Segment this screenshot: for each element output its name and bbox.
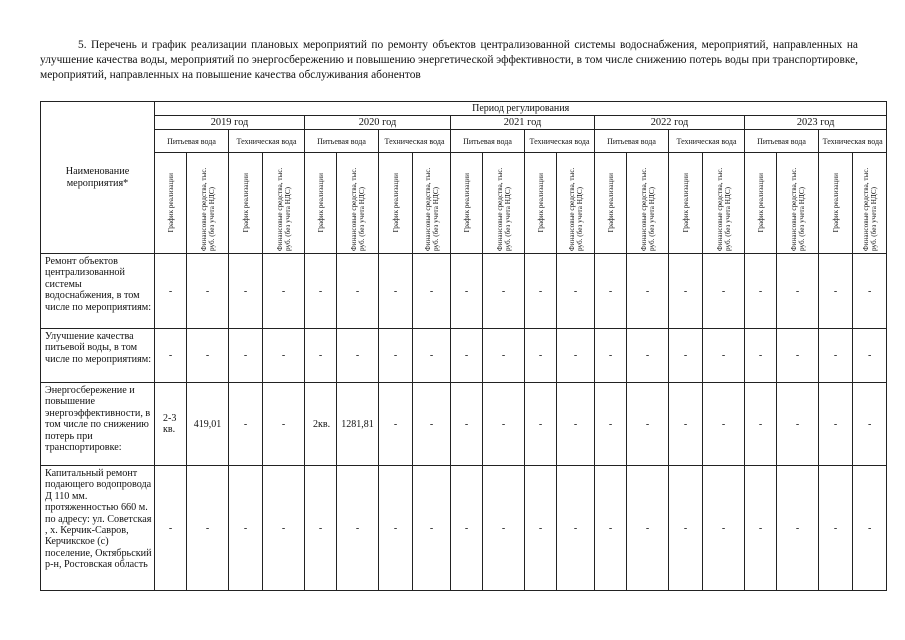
funding-subheader: Финансовые средства, тыс. руб. (без учета НДС) <box>423 167 440 251</box>
drinking-water-header: Питьевая вода <box>745 130 819 153</box>
drinking-water-header: Питьевая вода <box>155 130 229 153</box>
funding-subheader: Финансовые средства, тыс. руб. (без учета НДС) <box>275 167 292 251</box>
schedule-cell: - <box>305 466 337 591</box>
funding-cell: - <box>263 254 305 329</box>
funding-subheader: Финансовые средства, тыс. руб. (без учета НДС) <box>495 167 512 251</box>
schedule-subheader: График реализации <box>316 173 325 233</box>
schedule-subheader: График реализации <box>606 173 615 233</box>
activity-name: Капитальный ремонт подающего водопровода Д 110 мм. протяженностью 660 м. по адресу: ул. Советская , х. Керчик-Савров, Керчикское (с) поселение, Октябрьский р-н, Ростовская область <box>41 466 155 591</box>
drinking-water-header: Питьевая вода <box>451 130 525 153</box>
funding-cell: - <box>483 383 525 466</box>
schedule-cell: - <box>525 383 557 466</box>
funding-cell: - <box>187 254 229 329</box>
year-header: 2022 год <box>595 116 745 130</box>
table-row <box>41 383 887 466</box>
funding-cell: - <box>703 254 745 329</box>
funding-cell: - <box>557 466 595 591</box>
funding-cell: - <box>337 466 379 591</box>
funding-cell: - <box>187 466 229 591</box>
year-header: 2019 год <box>155 116 305 130</box>
schedule-cell: - <box>669 254 703 329</box>
schedule-cell: - <box>819 329 853 383</box>
funding-cell: - <box>483 466 525 591</box>
funding-cell: - <box>627 383 669 466</box>
funding-cell: - <box>557 254 595 329</box>
activity-name: Энергосбережение и повышение энергоэффективности, в том числе по снижению потерь при транспортировке: <box>41 383 155 466</box>
activity-name: Ремонт объектов централизованной системы водоснабжения, в том числе по мероприятиям: <box>41 254 155 329</box>
schedule-subheader: График реализации <box>681 173 690 233</box>
schedule-cell: - <box>155 466 187 591</box>
table-row <box>41 466 887 591</box>
schedule-cell: - <box>155 329 187 383</box>
schedule-subheader: График реализации <box>241 173 250 233</box>
schedule-cell: - <box>669 329 703 383</box>
funding-cell: - <box>263 466 305 591</box>
funding-cell: - <box>557 329 595 383</box>
schedule-cell: - <box>451 466 483 591</box>
funding-cell: - <box>413 329 451 383</box>
schedule-subheader: График реализации <box>756 173 765 233</box>
schedule-cell: - <box>595 466 627 591</box>
schedule-subheader: График реализации <box>166 173 175 233</box>
year-header: 2020 год <box>305 116 451 130</box>
funding-cell: - <box>557 383 595 466</box>
schedule-cell: - <box>525 466 557 591</box>
funding-cell: - <box>413 466 451 591</box>
drinking-water-header: Питьевая вода <box>595 130 669 153</box>
funding-subheader: Финансовые средства, тыс. руб. (без учета НДС) <box>789 167 806 251</box>
funding-cell: - <box>703 466 745 591</box>
funding-subheader: Финансовые средства, тыс. руб. (без учета НДС) <box>567 167 584 251</box>
schedule-cell: - <box>525 254 557 329</box>
schedule-cell: - <box>155 254 187 329</box>
period-header: Период регулирования <box>155 102 887 116</box>
funding-cell: 419,01 <box>187 383 229 466</box>
funding-cell: - <box>483 254 525 329</box>
funding-cell: - <box>777 254 819 329</box>
schedule-cell: - <box>669 383 703 466</box>
funding-cell: - <box>777 466 819 591</box>
section-heading: 5. Перечень и график реализации плановых мероприятий по ремонту объектов централизованной системы водоснабжения, мероприятий, направленных на улучшение качества воды, мероприятий по энергосбережению и повышению энергетической эффективности, в том числе снижению потерь воды при транспортировке, мероприятий, направленных на повышение качества обслуживания абонентов <box>40 39 858 81</box>
schedule-cell: - <box>229 329 263 383</box>
schedule-cell: - <box>525 329 557 383</box>
year-header: 2023 год <box>745 116 887 130</box>
funding-cell: - <box>263 329 305 383</box>
funding-cell: - <box>777 383 819 466</box>
funding-cell: - <box>853 254 887 329</box>
funding-cell: - <box>853 383 887 466</box>
schedule-cell: - <box>305 329 337 383</box>
schedule-cell: - <box>669 466 703 591</box>
funding-subheader: Финансовые средства, тыс. руб. (без учета НДС) <box>199 167 216 251</box>
funding-cell: - <box>187 329 229 383</box>
schedule-cell: - <box>451 329 483 383</box>
funding-cell: - <box>777 329 819 383</box>
year-header: 2021 год <box>451 116 595 130</box>
funding-cell: - <box>483 329 525 383</box>
activity-name: Улучшение качества питьевой воды, в том числе по мероприятиям: <box>41 329 155 383</box>
table-row <box>41 329 887 383</box>
schedule-subheader: График реализации <box>391 173 400 233</box>
funding-cell: - <box>627 254 669 329</box>
schedule-subheader: График реализации <box>462 173 471 233</box>
funding-cell: - <box>337 329 379 383</box>
funding-cell: - <box>413 254 451 329</box>
technical-water-header: Техническая вода <box>379 130 451 153</box>
schedule-cell: - <box>595 329 627 383</box>
schedule-cell: - <box>819 383 853 466</box>
schedule-cell: - <box>229 383 263 466</box>
funding-subheader: Финансовые средства, тыс. руб. (без учета НДС) <box>639 167 656 251</box>
activities-table <box>40 101 887 591</box>
funding-cell: - <box>853 329 887 383</box>
schedule-cell: - <box>595 383 627 466</box>
technical-water-header: Техническая вода <box>525 130 595 153</box>
schedule-cell: - <box>451 254 483 329</box>
schedule-cell: - <box>379 254 413 329</box>
schedule-cell: - <box>229 466 263 591</box>
schedule-cell: - <box>379 383 413 466</box>
funding-cell: - <box>703 329 745 383</box>
schedule-cell: - <box>451 383 483 466</box>
technical-water-header: Техническая вода <box>669 130 745 153</box>
funding-cell: - <box>627 329 669 383</box>
funding-cell: - <box>413 383 451 466</box>
schedule-cell: - <box>745 466 777 591</box>
funding-subheader: Финансовые средства, тыс. руб. (без учета НДС) <box>349 167 366 251</box>
drinking-water-header: Питьевая вода <box>305 130 379 153</box>
schedule-cell: - <box>229 254 263 329</box>
funding-cell: - <box>337 254 379 329</box>
schedule-cell: - <box>819 254 853 329</box>
funding-cell: - <box>853 466 887 591</box>
schedule-cell: 2-3 кв. <box>155 383 187 466</box>
funding-subheader: Финансовые средства, тыс. руб. (без учета НДС) <box>715 167 732 251</box>
schedule-cell: - <box>379 329 413 383</box>
schedule-cell: - <box>379 466 413 591</box>
schedule-subheader: График реализации <box>536 173 545 233</box>
schedule-subheader: График реализации <box>831 173 840 233</box>
schedule-cell: - <box>305 254 337 329</box>
funding-subheader: Финансовые средства, тыс. руб. (без учета НДС) <box>861 167 878 251</box>
schedule-cell: - <box>745 254 777 329</box>
technical-water-header: Техническая вода <box>229 130 305 153</box>
funding-cell: - <box>703 383 745 466</box>
funding-cell: - <box>627 466 669 591</box>
schedule-cell: 2кв. <box>305 383 337 466</box>
table-row <box>41 254 887 329</box>
schedule-cell: - <box>595 254 627 329</box>
technical-water-header: Техническая вода <box>819 130 887 153</box>
schedule-cell: - <box>745 329 777 383</box>
funding-cell: - <box>263 383 305 466</box>
funding-cell: 1281,81 <box>337 383 379 466</box>
name-column-header: Наименование мероприятия* <box>41 102 155 254</box>
schedule-cell: - <box>745 383 777 466</box>
schedule-cell: - <box>819 466 853 591</box>
